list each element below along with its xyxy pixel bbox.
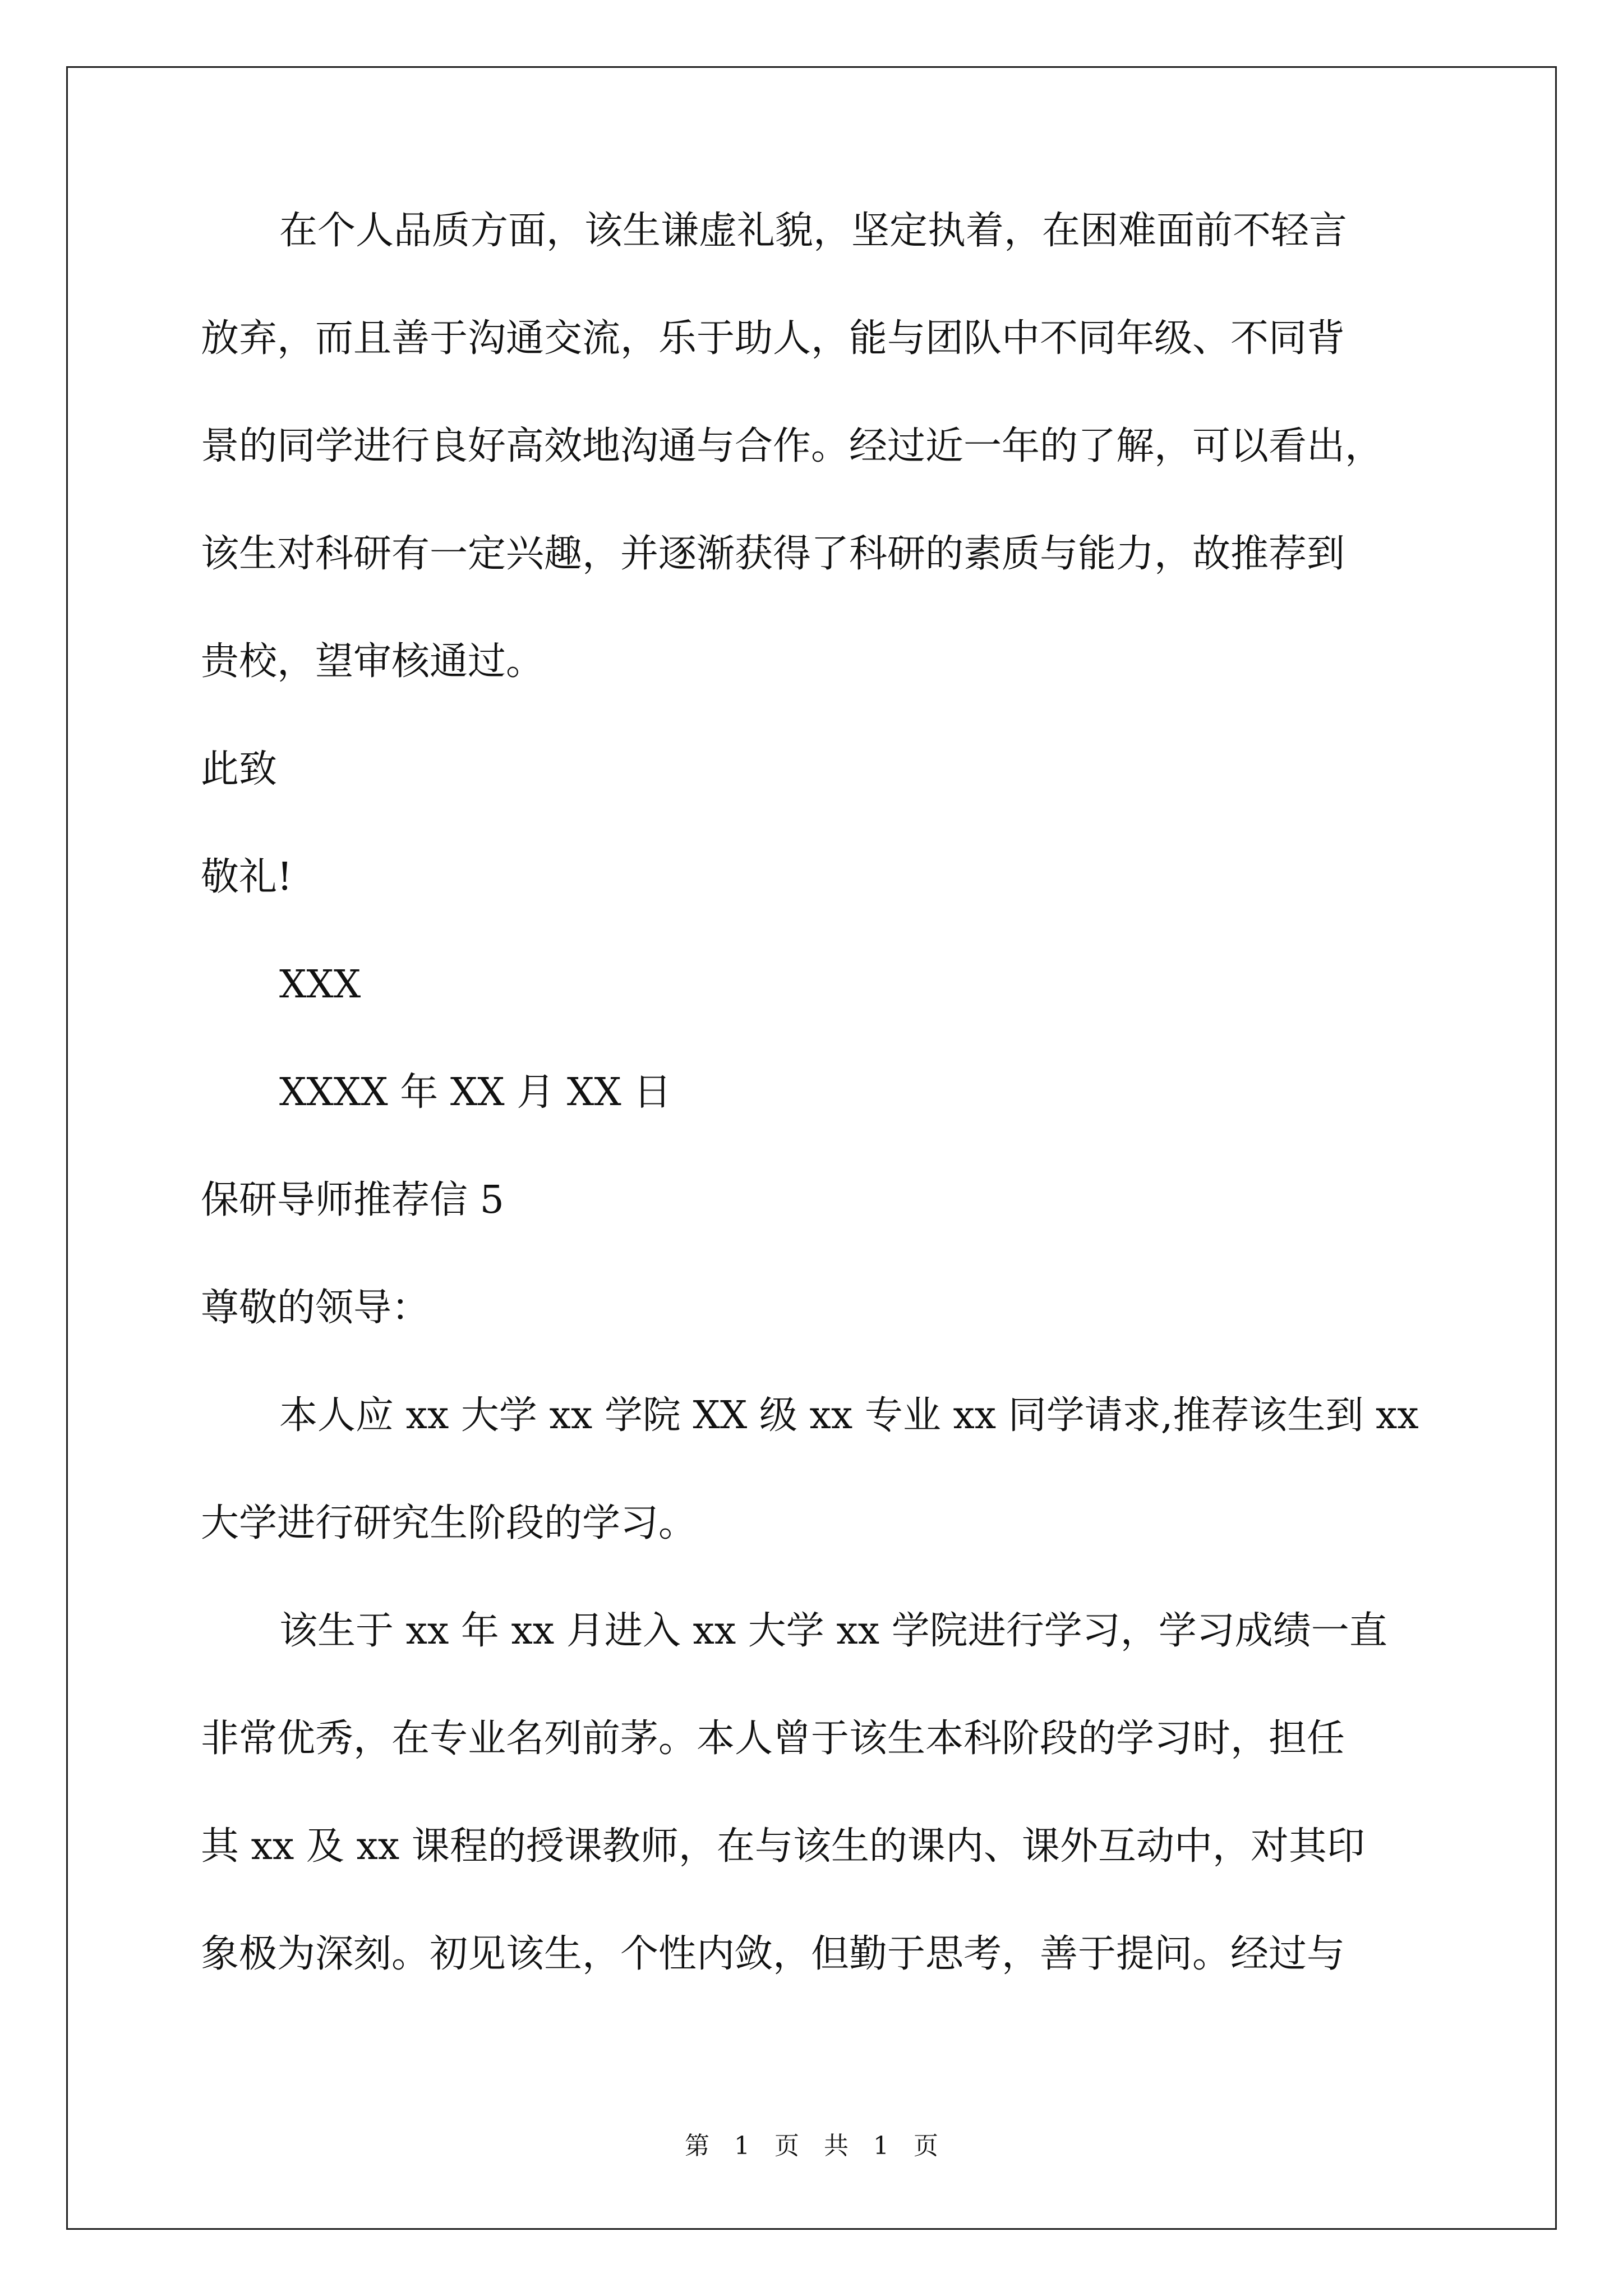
salutation-regards: 敬礼! [201, 855, 293, 899]
paragraph-line: 贵校，望审核通过。 [201, 639, 545, 684]
paragraph-line: 景的同学进行良好高效地沟通与合作。经过近一年的了解，可以看出， [201, 424, 1384, 468]
signature-date: XXXX 年 XX 月 XX 日 [279, 1070, 672, 1115]
paragraph-line: 放弃，而且善于沟通交流，乐于助人，能与团队中不同年级、不同背 [201, 316, 1345, 361]
paragraph-line: 大学进行研究生阶段的学习。 [201, 1501, 697, 1545]
paragraph-line: 象极为深刻。初见该生，个性内敛，但勤于思考，善于提问。经过与 [201, 1932, 1345, 1976]
page-number-footer: 第 1 页 共 1 页 [685, 2132, 938, 2160]
paragraph-line: 在个人品质方面，该生谦虚礼貌，坚定执着，在困难面前不轻言 [279, 209, 1348, 253]
section-heading: 保研导师推荐信 5 [201, 1178, 504, 1222]
paragraph-line: 该生对科研有一定兴趣，并逐渐获得了科研的素质与能力，故推荐到 [201, 532, 1345, 576]
page-border [66, 66, 1557, 2230]
paragraph-line: 本人应 xx 大学 xx 学院 XX 级 xx 专业 xx 同学请求,推荐该生到 xx [279, 1393, 1419, 1438]
paragraph-line: 该生于 xx 年 xx 月进入 xx 大学 xx 学院进行学习，学习成绩一直 [279, 1609, 1387, 1653]
greeting: 尊敬的领导： [201, 1286, 430, 1330]
salutation-closing: 此致 [201, 747, 278, 792]
paragraph-line: 非常优秀，在专业名列前茅。本人曾于该生本科阶段的学习时，担任 [201, 1717, 1345, 1761]
paragraph-line: 其 xx 及 xx 课程的授课教师，在与该生的课内、课外互动中，对其印 [201, 1824, 1365, 1869]
signature-name: XXX [279, 963, 361, 1007]
